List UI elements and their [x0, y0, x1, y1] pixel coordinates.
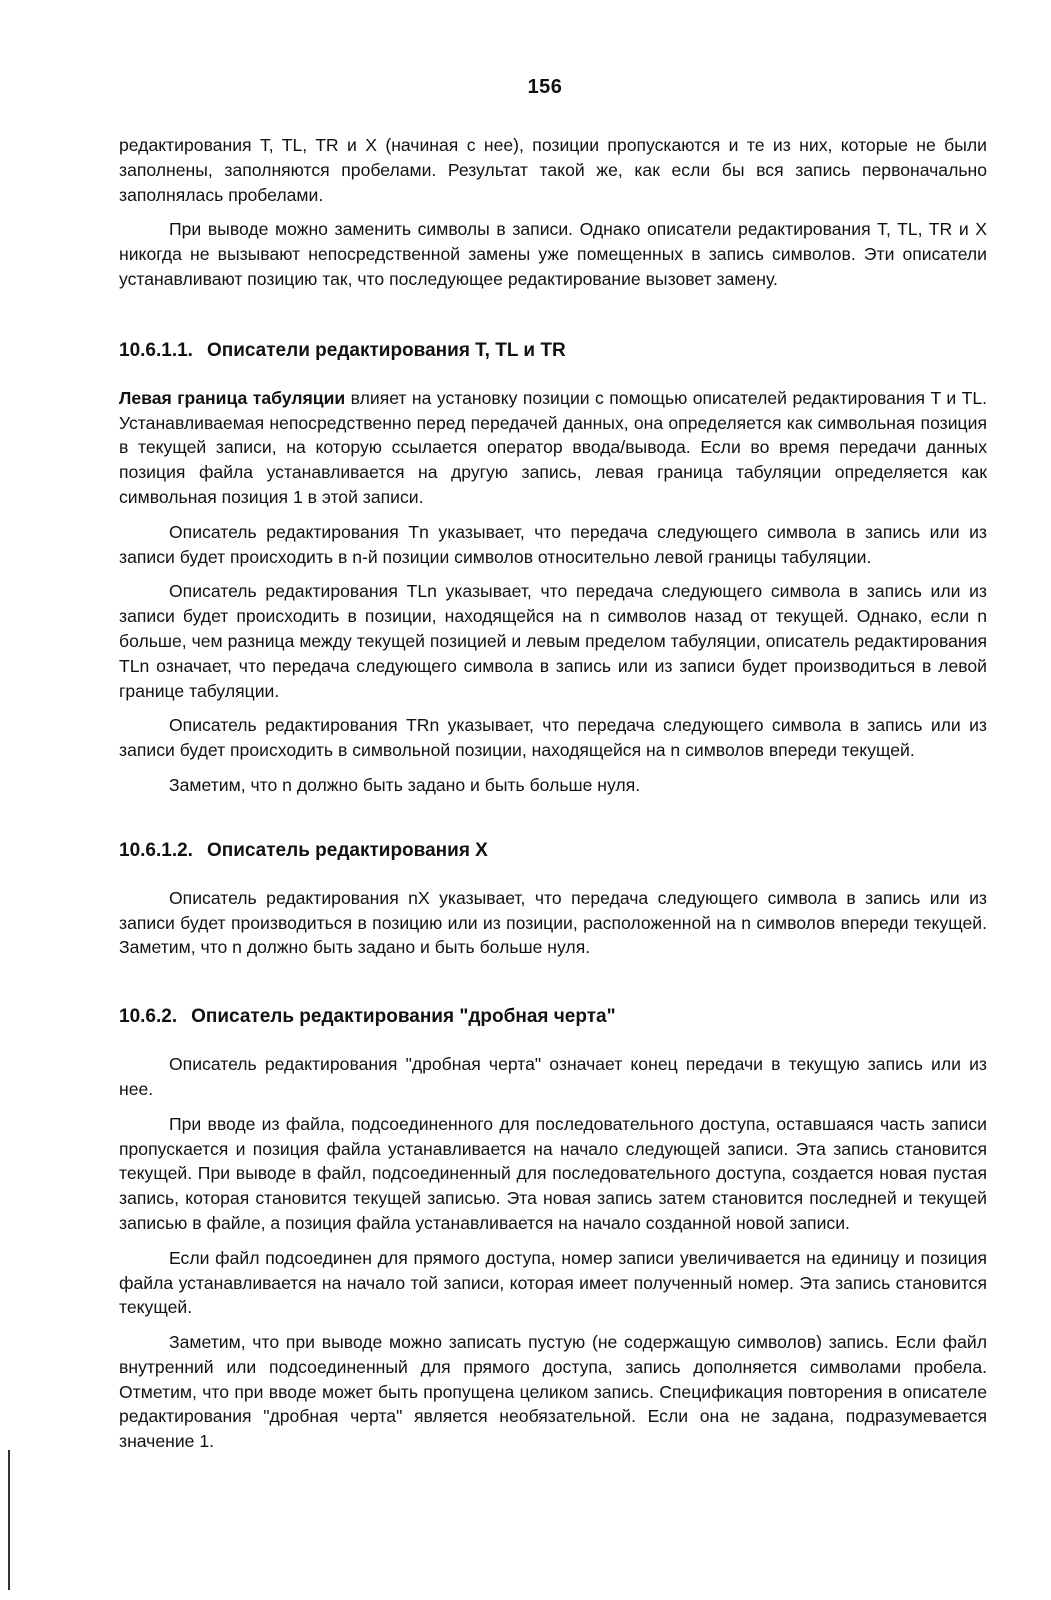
- section-title: Описатели редактирования T, TL и TR: [206, 339, 566, 361]
- text-column: [119, 133, 987, 1454]
- section-heading-10-6-1-1: [119, 338, 987, 364]
- paragraph-tn-descriptor: Описатель редактирования Tn указывает, что передача следующего символа в запись или из записи будет происходить в n-й позиции символов относительно левой границы табуляции.: [119, 521, 987, 567]
- scan-edge-mark: [8, 1450, 10, 1590]
- section-title: Описатель редактирования X: [206, 839, 488, 861]
- paragraph-trn-descriptor: Описатель редактирования TRn указывает, что передача следующего символа в запись или из записи будет происходить в символьной позиции, находящейся на n символов впереди текущей.: [119, 715, 987, 761]
- section-number: 10.6.1.1.: [119, 339, 193, 361]
- section-heading-10-6-1-2: [119, 838, 987, 864]
- paragraph-continuation: редактирования T, TL, TR и X (начиная с нее), позиции пропускаются и те из них, которые не были заполнены, заполняются пробелами. Результат такой же, как если бы вся запись первоначально заполнялась пробелами.: [119, 135, 987, 205]
- paragraph-empty-record-note: Заметим, что при выводе можно записать пустую (не содержащую символов) запись. Если файл внутренний или подсоединенный для прямого доступа, запись дополняется символами пробела. Отметим, что при вводе может быть пропущена целиком запись. Спецификация повторения в описателе редактирования "дробная черта" является необязательной. Если она не задана, подразумевается значение 1.: [119, 1332, 987, 1452]
- paragraph-tab-left-boundary: [119, 386, 987, 510]
- paragraph-direct-access: Если файл подсоединен для прямого доступа, номер записи увеличивается на единицу и позиция файла устанавливается на начало той записи, которая имеет полученный номер. Эта запись становится текущей.: [119, 1247, 987, 1318]
- paragraph-tab-left-boundary-text: влияет на установку позиции с помощью описателей редактирования T и TL. Устанавливаемая непосредственно перед передачей данных, она определяется как символьная позиция в текущей записи, на которую ссылается оператор ввода/вывода. Если во время передачи данных позиция файла устанавливается на другую запись, левая граница табуляции определяется как символьная позиция 1 в этой записи.: [119, 387, 988, 507]
- section-title: Описатель редактирования "дробная черта": [191, 1006, 616, 1028]
- paragraph-sequential-access: При вводе из файла, подсоединенного для последовательного доступа, оставшаяся часть записи пропускается и позиция файла устанавливается на начало следующей записи. Эта запись становится текущей. При выводе в файл, подсоединенный для последовательного доступа, создается новая пустая запись, которая становится текущей записью. Эта новая запись затем становится последней и текущей записью в файле, а позиция файла устанавливается на начало созданной новой записи.: [119, 1113, 987, 1233]
- section-number: 10.6.1.2.: [119, 839, 193, 861]
- paragraph-nx-descriptor: Описатель редактирования nX указывает, что передача следующего символа в запись или из записи будет производиться в позицию или из позиции, расположенной на n символов впереди текущей. Заметим, что n должно быть задано и быть больше нуля.: [119, 887, 987, 958]
- paragraph-output-replacement: При выводе можно заменить символы в записи. Однако описатели редактирования T, TL, TR и X никогда не вызывают непосредственной замены уже помещенных в запись символов. Эти описатели устанавливают позицию так, что последующее редактирование вызовет замену.: [119, 219, 987, 289]
- page-number: 156: [527, 76, 563, 98]
- section-heading-10-6-2: [119, 1004, 987, 1030]
- term-tab-left-boundary: Левая граница табуляции: [119, 387, 346, 408]
- paragraph-slash-descriptor: Описатель редактирования "дробная черта" означает конец передачи в текущую запись или из нее.: [119, 1054, 987, 1099]
- paragraph-note-n-positive: Заметим, что n должно быть задано и быть больше нуля.: [169, 774, 641, 795]
- section-number: 10.6.2.: [119, 1006, 178, 1028]
- paragraph-tln-descriptor: Описатель редактирования TLn указывает, что передача следующего символа в запись или из записи будет происходить в позиции, находящейся на n символов назад от текущей. Однако, если n больше, чем разница между текущей позицией и левым пределом табуляции, описатель редактирования TLn означает, что передача следующего символа в запись или из записи будет производиться в левой границе табуляции.: [119, 581, 987, 701]
